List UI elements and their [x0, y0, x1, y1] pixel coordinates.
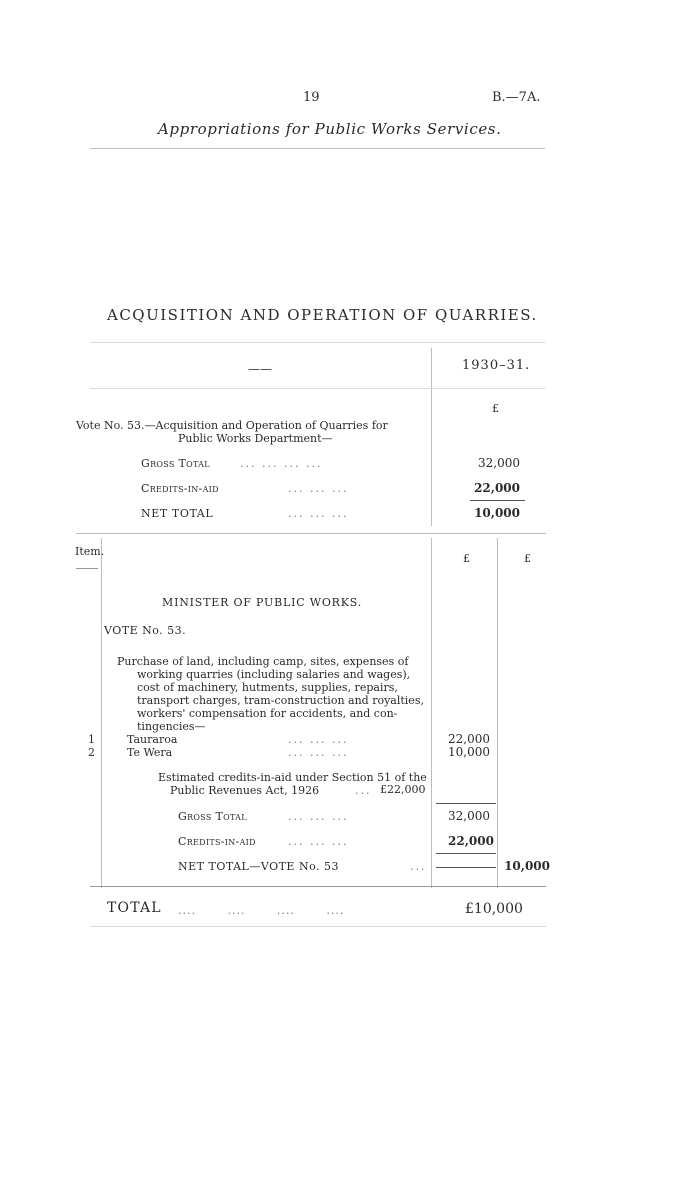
item-value-2: 10,000 [448, 745, 490, 759]
summary-sum-rule [470, 500, 525, 501]
summary-column-divider [431, 348, 432, 526]
detail-net-total-leader: ... [410, 860, 427, 873]
detail-bottom-rule [90, 886, 546, 887]
document-reference: B.—7A. [492, 90, 541, 105]
detail-gross-total-label: Gross Total [178, 810, 247, 823]
item-number-2: 2 [88, 746, 95, 759]
detail-credits-value: 22,000 [448, 834, 494, 848]
grand-total-label: TOTAL [107, 900, 162, 916]
item-leader-1: ... ... ... [288, 733, 349, 746]
detail-credits-leader: ... ... ... [288, 835, 349, 848]
detail-net-total-value: 10,000 [504, 859, 550, 873]
summary-net-total-label: NET TOTAL [141, 507, 214, 520]
detail-net-total-label: NET TOTAL—VOTE No. 53 [178, 860, 340, 873]
vote-description-line-1: Vote No. 53.—Acquisition and Operation of Quarries for [76, 419, 388, 432]
summary-credits-value: 22,000 [474, 481, 520, 495]
item-name-1: Tauraroa [127, 733, 178, 746]
amount-currency-heading: £ [463, 552, 470, 565]
estimated-line-1: Estimated credits-in-aid under Section 51 of the [158, 771, 427, 784]
net-total-leader-rule [436, 867, 496, 868]
summary-dash-heading: —— [248, 362, 272, 376]
header-rule [90, 148, 545, 149]
page-number: 19 [303, 90, 320, 105]
amount-column-divider [431, 538, 432, 888]
purchase-line-1: Purchase of land, including camp, sites, expenses of [117, 655, 409, 668]
minister-heading: MINISTER OF PUBLIC WORKS. [162, 596, 362, 609]
purchase-line-6: tingencies— [137, 720, 206, 733]
vote-description-line-2: Public Works Department— [178, 432, 333, 445]
estimated-value: £22,000 [380, 783, 426, 796]
grand-total-rule [90, 926, 546, 927]
item-number-1: 1 [88, 733, 95, 746]
detail-top-rule [76, 533, 546, 534]
grand-total-leader: .... .... .... .... [178, 904, 345, 917]
vote-heading: VOTE No. 53. [104, 624, 187, 637]
grand-total-value: £10,000 [465, 901, 523, 917]
item-leader-2: ... ... ... [288, 746, 349, 759]
page-subtitle: Appropriations for Public Works Services. [158, 120, 502, 138]
summary-currency: £ [492, 402, 499, 415]
item-head-rule [76, 568, 98, 569]
total-column-divider [497, 538, 498, 888]
purchase-line-3: cost of machinery, hutments, supplies, repairs, [137, 681, 398, 694]
items-sum-rule [436, 803, 496, 804]
total-currency-heading: £ [524, 552, 531, 565]
title-rule [90, 342, 545, 343]
purchase-line-4: transport charges, tram-construction and royalties, [137, 694, 424, 707]
detail-credits-label: Credits-in-aid [178, 835, 256, 848]
estimated-line-2: Public Revenues Act, 1926 [170, 784, 320, 797]
detail-gross-total-leader: ... ... ... [288, 810, 349, 823]
detail-gross-total-value: 32,000 [448, 809, 490, 823]
summary-credits-label: Credits-in-aid [141, 482, 219, 495]
summary-gross-total-label: Gross Total [141, 457, 210, 470]
item-column-heading: Item. [75, 545, 105, 558]
section-title: ACQUISITION AND OPERATION OF QUARRIES. [107, 306, 538, 324]
summary-net-total-value: 10,000 [474, 506, 520, 520]
item-name-2: Te Wera [127, 746, 173, 759]
summary-head-rule [90, 388, 545, 389]
item-value-1: 22,000 [448, 732, 490, 746]
summary-gross-total-value: 32,000 [478, 456, 520, 470]
estimated-leader: ... [355, 784, 372, 797]
item-column-divider [101, 538, 102, 888]
credits-sum-rule [436, 853, 496, 854]
summary-net-total-leader: ... ... ... [288, 507, 349, 520]
purchase-line-2: working quarries (including salaries and wages), [137, 668, 411, 681]
summary-credits-leader: ... ... ... [288, 482, 349, 495]
summary-gross-total-leader: ... ... ... ... [240, 457, 323, 470]
summary-year-heading: 1930–31. [462, 358, 531, 373]
purchase-line-5: workers' compensation for accidents, and con- [137, 707, 398, 720]
